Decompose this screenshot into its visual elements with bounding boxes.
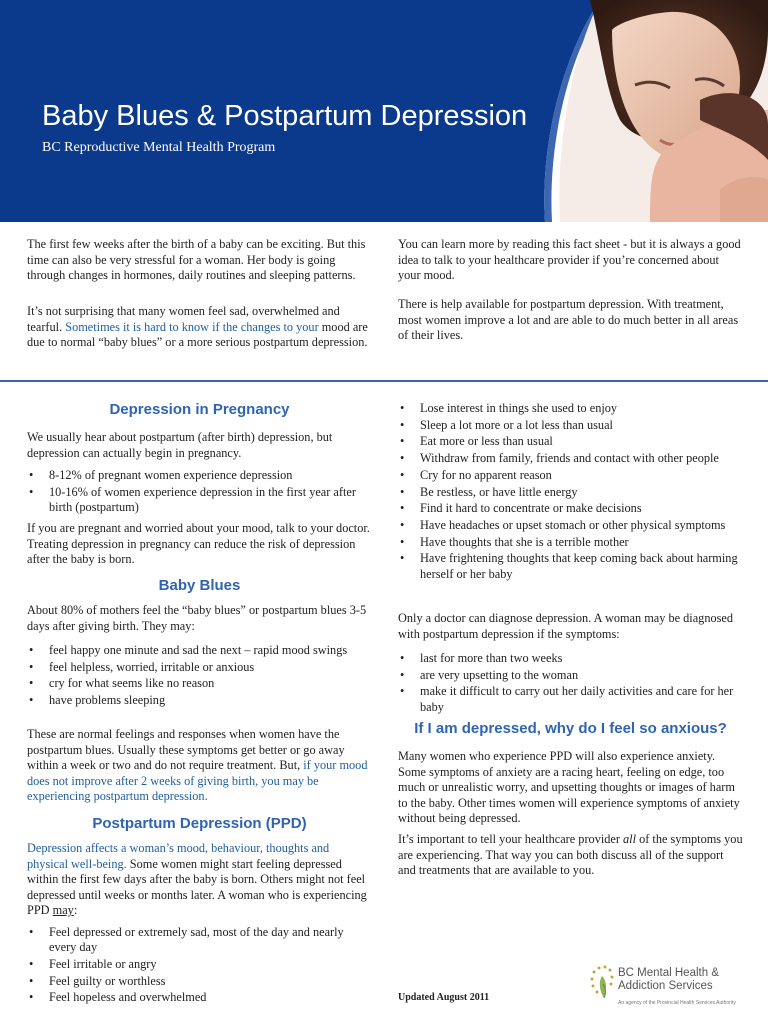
- page-subtitle: BC Reproductive Mental Health Program: [42, 140, 276, 155]
- blues-paragraph-1: About 80% of mothers feel the “baby blues” or postpartum blues 3-5 days after giving birth. They may:: [27, 603, 367, 633]
- ppd-highlight: Depression affects a woman’s mood, behaviour, thoughts and physical well-being.: [27, 841, 330, 871]
- pregnancy-paragraph-2: If you are pregnant and worried about your mood, talk to your doctor. Treating depression in pregnancy can reduce the risk of depression after the baby is born.: [27, 521, 370, 567]
- list-item: • feel happy one minute and sad the next – rapid mood swings: [27, 643, 357, 658]
- anxious-text-end: of the symptoms you are experiencing. That way you can both discuss all of the support and treatments that are available to you.: [398, 832, 743, 878]
- anxious-paragraph-1: Many women who experience PPD will also experience anxiety. Some symptoms of anxiety are a racing heart, feeling on edge, too much or unrealistic worry, and upsetting thoughts or images of harm to the baby. Other times women will experience symptoms of anxiety without being depressed.: [398, 749, 740, 826]
- list-item: • feel helpless, worried, irritable or anxious: [27, 660, 357, 675]
- logo-text: [618, 967, 719, 993]
- intro-highlight: Sometimes it is hard to know if the changes to your: [65, 319, 319, 334]
- list-item: • have problems sleeping: [27, 693, 357, 708]
- ppd-colon: :: [73, 903, 78, 918]
- list-item: • Have frightening thoughts that keep coming back about harming herself or her baby: [398, 551, 743, 581]
- blues-text: These are normal feelings and responses when women have the postpartum blues. Usually these symptoms get better or go away within a week or two and do not require treatment. But,: [27, 727, 345, 773]
- intro-paragraph-4: There is help available for postpartum depression. With treatment, most women improve a lot and are able to do much better in all areas of their lives.: [398, 297, 739, 343]
- blues-paragraph-2: [27, 727, 372, 805]
- anxious-text: It’s important to tell your healthcare provider: [398, 832, 624, 846]
- heading-depression-pregnancy: Depression in Pregnancy: [109, 401, 290, 418]
- list-item: • Have thoughts that she is a terrible mother: [398, 535, 743, 550]
- ppd-bullet-list: [27, 925, 372, 1007]
- list-item: • Be restless, or have little energy: [398, 485, 743, 500]
- intro-paragraph-2: [27, 304, 372, 351]
- list-item: • Feel guilty or worthless: [27, 974, 372, 989]
- list-item: • last for more than two weeks: [398, 651, 743, 666]
- list-item: • make it difficult to carry out her daily activities and care for her baby: [398, 684, 743, 714]
- ppd-underlined-may: may: [52, 903, 74, 918]
- logo-tagline: An agency of the Provincial Health Services Authority: [618, 1000, 736, 1006]
- list-item: • Feel depressed or extremely sad, most of the day and nearly every day: [27, 925, 372, 955]
- list-item: • Cry for no apparent reason: [398, 468, 743, 483]
- list-item: • 8-12% of pregnant women experience depression: [27, 468, 372, 483]
- list-item: • Have headaches or upset stomach or other physical symptoms: [398, 518, 743, 533]
- list-item: • Feel irritable or angry: [27, 957, 372, 972]
- intro-text-end: mood are due to normal “baby blues” or a more serious postpartum depression.: [27, 319, 368, 350]
- section-divider: [0, 380, 768, 382]
- blues-bullet-list: [27, 643, 357, 710]
- intro-paragraph-3: You can learn more by reading this fact sheet - but it is always a good idea to talk to your healthcare provider if you’re concerned about your mood.: [398, 237, 741, 283]
- logo-line-1: BC Mental Health &: [618, 967, 719, 979]
- pregnancy-paragraph-1: We usually hear about postpartum (after birth) depression, but depression can actually begin in pregnancy.: [27, 430, 333, 460]
- blues-highlight: if your mood does not improve after 2 weeks of giving birth, you may be experiencing postpartum depression.: [27, 758, 368, 804]
- list-item: • are very upsetting to the woman: [398, 668, 743, 683]
- logo-line-2: Addiction Services: [618, 980, 713, 992]
- anxious-emphasis: all: [623, 832, 637, 846]
- heading-baby-blues: Baby Blues: [158, 577, 241, 594]
- list-item: • 10-16% of women experience depression in the first year after birth (postpartum): [27, 485, 372, 515]
- intro-text: It’s not surprising that many women feel sad, overwhelmed and tearful.: [27, 304, 340, 334]
- list-item: • Withdraw from family, friends and contact with other people: [398, 451, 743, 466]
- list-item: • Sleep a lot more or a lot less than usual: [398, 418, 743, 433]
- anxious-paragraph-2: [398, 832, 743, 879]
- diagnosis-paragraph: Only a doctor can diagnose depression. A woman may be diagnosed with postpartum depression if the symptoms:: [398, 611, 734, 641]
- intro-paragraph-1: The first few weeks after the birth of a baby can be exciting. But this time can also be very stressful for a woman. Her body is going through changes in hormones, daily routines and sleeping patterns.: [27, 237, 366, 283]
- list-item: • Eat more or less than usual: [398, 434, 743, 449]
- header-banner: [0, 0, 768, 222]
- pregnancy-bullet-list: [27, 468, 372, 517]
- list-item: • cry for what seems like no reason: [27, 676, 357, 691]
- diagnosis-bullet-list: [398, 651, 743, 716]
- ppd-text: Some women might start feeling depressed within the first few days after the baby is born. Others might not feel depressed until weeks or months later. A woman who is experiencing PPD: [27, 856, 367, 918]
- heading-anxious: If I am depressed, why do I feel so anxious?: [414, 720, 727, 737]
- list-item: • Find it hard to concentrate or make decisions: [398, 501, 743, 516]
- symptom-bullet-list: [398, 401, 743, 583]
- list-item: • Lose interest in things she used to enjoy: [398, 401, 743, 416]
- updated-date: Updated August 2011: [398, 992, 490, 1003]
- list-item: • Feel hopeless and overwhelmed: [27, 990, 372, 1005]
- ppd-paragraph-1: [27, 841, 372, 919]
- mother-baby-photo: [559, 0, 768, 222]
- page-title: Baby Blues & Postpartum Depression: [42, 100, 528, 132]
- heading-ppd: Postpartum Depression (PPD): [92, 815, 307, 832]
